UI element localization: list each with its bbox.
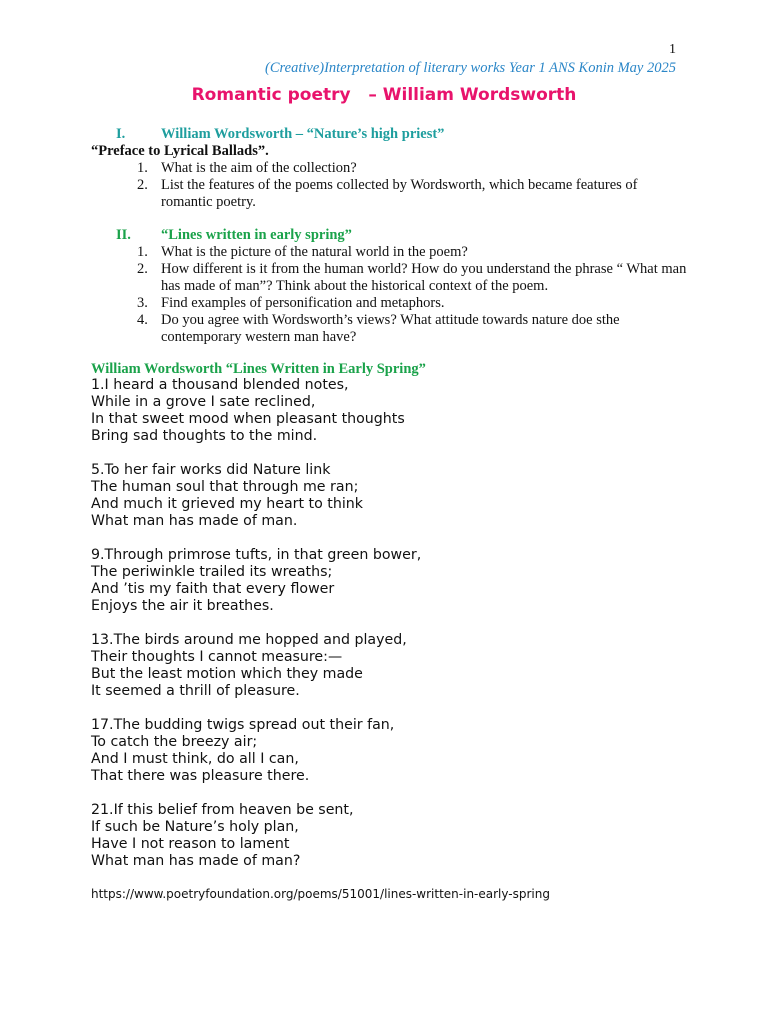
- list-item: [137, 295, 691, 312]
- poem-stanza: [91, 377, 421, 445]
- section-2-questions: [137, 244, 691, 346]
- poem-line: And much it grieved my heart to think: [91, 496, 363, 512]
- page-number: 1: [669, 42, 676, 57]
- poem-line: 13.The birds around me hopped and played,: [91, 632, 407, 648]
- question-number: 2.: [137, 177, 148, 193]
- poem-text: [91, 377, 421, 887]
- question-text: Do you agree with Wordsworth’s views? What attitude towards nature doe sthe contemporary western man have?: [161, 312, 620, 345]
- section-2-heading: [116, 227, 352, 244]
- list-item: [137, 312, 691, 346]
- poem-stanza: [91, 547, 421, 615]
- poem-stanza: [91, 802, 421, 870]
- poem-heading: William Wordsworth “Lines Written in Early Spring”: [91, 361, 426, 377]
- question-text: Find examples of personification and metaphors.: [161, 295, 445, 311]
- section-1-heading: [116, 126, 444, 143]
- question-number: 1.: [137, 160, 148, 176]
- poem-line: What man has made of man.: [91, 513, 298, 529]
- poem-line: To catch the breezy air;: [91, 734, 258, 750]
- poem-stanza: [91, 717, 421, 785]
- list-item: [137, 261, 691, 295]
- list-item: [137, 244, 691, 261]
- question-text: List the features of the poems collected by Wordsworth, which became features of romantic poetry.: [161, 177, 638, 210]
- course-header: (Creative)Interpretation of literary works Year 1 ANS Konin May 2025: [265, 60, 676, 76]
- poem-line: While in a grove I sate reclined,: [91, 394, 316, 410]
- poem-line: Have I not reason to lament: [91, 836, 290, 852]
- poem-line: That there was pleasure there.: [91, 768, 310, 784]
- poem-line: It seemed a thrill of pleasure.: [91, 683, 300, 699]
- section-1-title: William Wordsworth – “Nature’s high priest”: [161, 126, 445, 142]
- section-2-numeral: II.: [116, 227, 131, 243]
- question-number: 3.: [137, 295, 148, 311]
- poem-line: 1.I heard a thousand blended notes,: [91, 377, 349, 393]
- poem-line: Bring sad thoughts to the mind.: [91, 428, 318, 444]
- list-item: [137, 177, 691, 211]
- poem-line: The periwinkle trailed its wreaths;: [91, 564, 333, 580]
- poem-line: Their thoughts I cannot measure:—: [91, 649, 343, 665]
- poem-line: But the least motion which they made: [91, 666, 363, 682]
- section-2-title: “Lines written in early spring”: [161, 227, 352, 243]
- question-number: 1.: [137, 244, 148, 260]
- question-number: 4.: [137, 312, 148, 328]
- question-text: What is the aim of the collection?: [161, 160, 357, 176]
- question-text: How different is it from the human world? How do you understand the phrase “ What man has made of man”? Think about the historical context of the poem.: [161, 261, 687, 294]
- poem-line: If such be Nature’s holy plan,: [91, 819, 299, 835]
- poem-line: The human soul that through me ran;: [91, 479, 359, 495]
- poem-line: 9.Through primrose tufts, in that green bower,: [91, 547, 422, 563]
- poem-line: And I must think, do all I can,: [91, 751, 299, 767]
- poem-line: Enjoys the air it breathes.: [91, 598, 274, 614]
- section-1-subheading: “Preface to Lyrical Ballads”.: [91, 143, 269, 159]
- poem-line: And ’tis my faith that every flower: [91, 581, 335, 597]
- section-1-questions: [137, 160, 691, 211]
- poem-line: What man has made of man?: [91, 853, 301, 869]
- poem-stanza: [91, 632, 421, 700]
- question-number: 2.: [137, 261, 148, 277]
- question-text: What is the picture of the natural world in the poem?: [161, 244, 468, 260]
- document-title: Romantic poetry – William Wordsworth: [191, 85, 577, 105]
- poem-line: In that sweet mood when pleasant thoughts: [91, 411, 405, 427]
- poem-line: 5.To her fair works did Nature link: [91, 462, 331, 478]
- poem-stanza: [91, 462, 421, 530]
- section-1-numeral: I.: [116, 126, 126, 142]
- poem-line: 21.If this belief from heaven be sent,: [91, 802, 354, 818]
- source-link[interactable]: https://www.poetryfoundation.org/poems/51001/lines-written-in-early-spring: [91, 887, 550, 901]
- poem-line: 17.The budding twigs spread out their fan,: [91, 717, 395, 733]
- list-item: [137, 160, 691, 177]
